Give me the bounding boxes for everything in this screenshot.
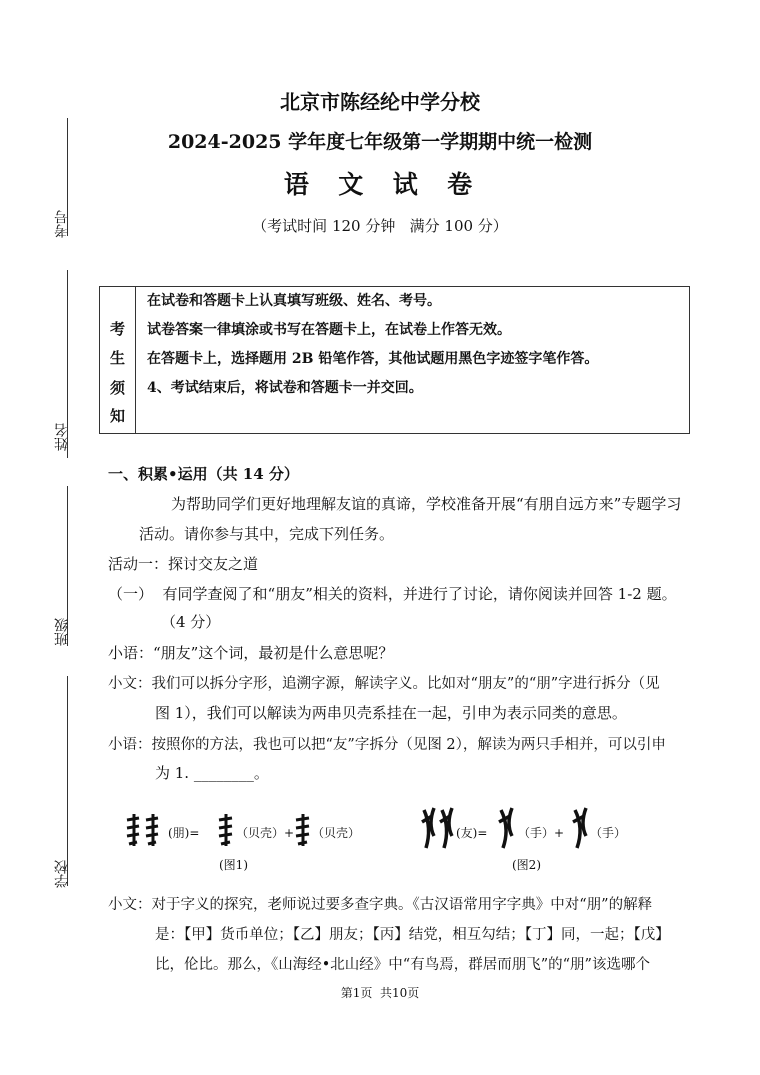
dialogue-line: 小文：我们可以拆分字形，追溯字源，解读字义。比如对“朋友”的“朋”字进行拆分（见 <box>108 676 660 692</box>
notice-char: 知 <box>110 407 126 425</box>
notice-item: 在答题卡上，选择题用 2B 铅笔作答，其他试题用黑色字迹签字笔作答。 <box>147 351 599 367</box>
hand-glyph-icon <box>496 806 518 852</box>
notice-item: 试卷答案一律填涂或书写在答题卡上，在试卷上作答无效。 <box>147 322 511 338</box>
peng-glyph-icon <box>125 812 167 848</box>
question-intro: （一） 有同学查阅了和“朋友”相关的资料，并进行了讨论，请你阅读并回答 1-2 题。 <box>108 585 677 603</box>
activity-title: 活动一：探讨交友之道 <box>108 555 259 573</box>
dialogue-line: 小语：按照你的方法，我也可以把“友”字拆分（见图 2），解读为两只手相并，可以引申 <box>108 737 666 753</box>
notice-item: 4、考试结束后，将试卷和答题卡一并交回。 <box>147 380 423 396</box>
fig1-peng-label: (朋)= <box>168 826 200 840</box>
dialogue-line: 小文：对于字义的探究，老师说过要多查字典。《古汉语常用字字典》中对“朋”的解释 <box>108 897 653 913</box>
dialogue-line: 比，伦比。那么，《山海经•北山经》中“有鸟焉，群居而朋飞”的“朋”该选哪个 <box>155 957 650 973</box>
notice-char: 考 <box>110 320 126 338</box>
notice-char: 须 <box>110 379 126 397</box>
dialogue-line: 是：【甲】货币单位；【乙】朋友；【丙】结党，相互勾结；【丁】同，一起；【戊】 <box>155 927 670 943</box>
question-score: （4 分） <box>161 613 221 631</box>
fig2-hand-label: （手）+ <box>518 826 565 840</box>
fig1-shell-label: （贝壳）+ <box>236 826 295 840</box>
intro-text: 为帮助同学们更好地理解友谊的真谛，学校准备开展“有朋自远方来”专题学习 <box>171 495 682 513</box>
fig2-caption: (图2) <box>512 858 541 872</box>
fig1-caption: (图1) <box>219 858 248 872</box>
notice-item: 在试卷和答题卡上认真填写班级、姓名、考号。 <box>147 293 441 309</box>
class-label: 班级 <box>54 618 70 646</box>
dialogue-line: 小语：“朋友”这个词，最初是什么意思呢？ <box>108 644 394 662</box>
section-heading: 一、积累•运用（共 14 分） <box>108 465 299 483</box>
you-glyph-icon <box>420 806 456 852</box>
dialogue-line: 为 1. ________。 <box>155 764 269 782</box>
hand-glyph-icon <box>570 806 592 852</box>
exam-notice-box <box>99 286 690 434</box>
school-label: 学校 <box>54 860 70 888</box>
binding-line-4 <box>67 676 68 886</box>
fig2-you-label: (友)= <box>456 826 488 840</box>
intro-text: 活动。请你参与其中，完成下列任务。 <box>139 525 395 543</box>
fig2-hand-label: （手） <box>590 826 627 840</box>
shell-glyph-icon <box>216 812 238 848</box>
school-name: 北京市陈经纶中学分校 <box>280 90 480 114</box>
notice-side-column <box>100 287 136 433</box>
exam-title: 2024-2025 学年度七年级第一学期期中统一检测 <box>167 131 593 153</box>
fig1-shell-label: （贝壳） <box>312 826 361 840</box>
name-label: 姓名 <box>54 423 70 451</box>
page-footer: 第1页 共10页 <box>340 986 420 1000</box>
time-info: （考试时间 120 分钟 满分 100 分） <box>252 217 508 235</box>
notice-char: 生 <box>110 349 126 367</box>
exam-no-label: 考号 <box>54 210 70 238</box>
dialogue-line: 图 1），我们可以解读为两串贝壳系挂在一起，引申为表示同类的意思。 <box>155 704 627 722</box>
subject-title: 语 文 试 卷 <box>283 170 477 199</box>
